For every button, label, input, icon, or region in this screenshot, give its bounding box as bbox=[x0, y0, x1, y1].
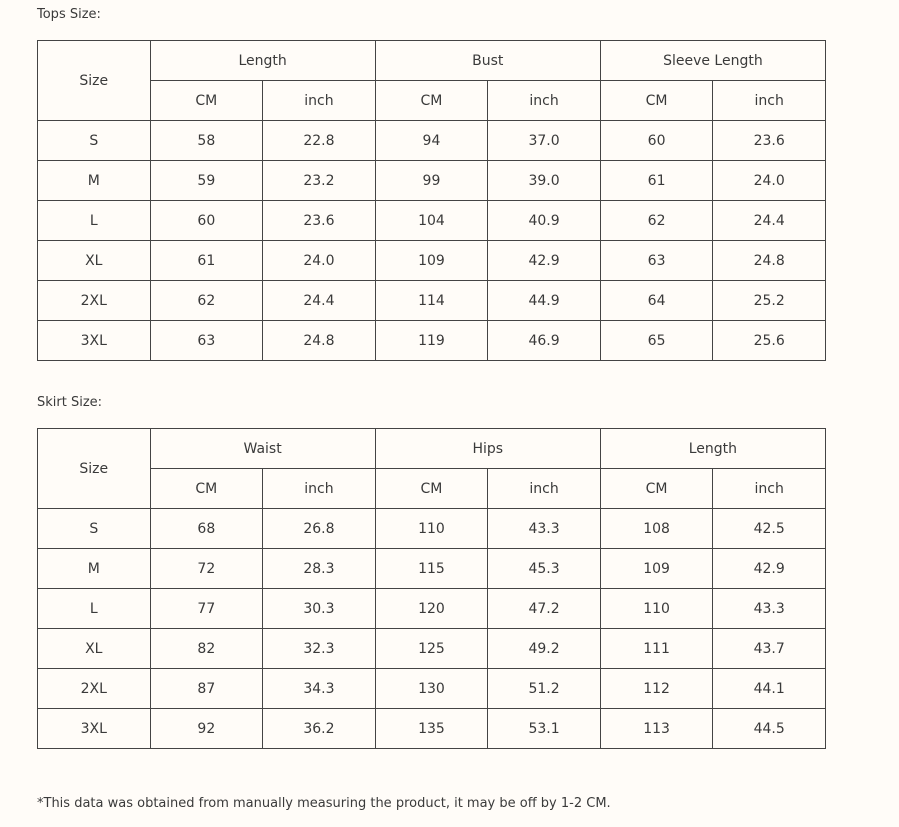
table-cell: 39.0 bbox=[488, 161, 601, 201]
table-cell: 24.0 bbox=[713, 161, 826, 201]
size-header: Size bbox=[38, 41, 151, 121]
table-cell: 25.2 bbox=[713, 281, 826, 321]
table-cell: 24.8 bbox=[713, 241, 826, 281]
table-cell: 72 bbox=[150, 549, 263, 589]
table-cell: 62 bbox=[600, 201, 713, 241]
table-cell: 63 bbox=[150, 321, 263, 361]
waist-header: Waist bbox=[150, 429, 375, 469]
unit-header: inch bbox=[488, 81, 601, 121]
table-cell: 58 bbox=[150, 121, 263, 161]
unit-header: CM bbox=[150, 81, 263, 121]
table-cell: 42.9 bbox=[488, 241, 601, 281]
table-cell: 115 bbox=[375, 549, 488, 589]
table-row bbox=[38, 629, 826, 669]
table-cell: 26.8 bbox=[263, 509, 376, 549]
size-cell: M bbox=[38, 161, 151, 201]
table-cell: 110 bbox=[375, 509, 488, 549]
size-cell: 2XL bbox=[38, 669, 151, 709]
table-cell: 24.4 bbox=[263, 281, 376, 321]
table-row bbox=[38, 509, 826, 549]
table-cell: 109 bbox=[375, 241, 488, 281]
table-cell: 24.4 bbox=[713, 201, 826, 241]
table-row bbox=[38, 281, 826, 321]
size-header: Size bbox=[38, 429, 151, 509]
table-cell: 104 bbox=[375, 201, 488, 241]
table-cell: 44.9 bbox=[488, 281, 601, 321]
table-row bbox=[38, 161, 826, 201]
table-cell: 109 bbox=[600, 549, 713, 589]
size-cell: 3XL bbox=[38, 709, 151, 749]
unit-header: inch bbox=[263, 81, 376, 121]
table-cell: 120 bbox=[375, 589, 488, 629]
table-cell: 110 bbox=[600, 589, 713, 629]
table-cell: 23.2 bbox=[263, 161, 376, 201]
table-cell: 43.3 bbox=[713, 589, 826, 629]
table-cell: 42.9 bbox=[713, 549, 826, 589]
table-cell: 42.5 bbox=[713, 509, 826, 549]
table-cell: 22.8 bbox=[263, 121, 376, 161]
size-cell: 2XL bbox=[38, 281, 151, 321]
table-cell: 49.2 bbox=[488, 629, 601, 669]
table-cell: 36.2 bbox=[263, 709, 376, 749]
unit-header: inch bbox=[488, 469, 601, 509]
unit-header-row bbox=[38, 81, 826, 121]
table-cell: 25.6 bbox=[713, 321, 826, 361]
table-cell: 82 bbox=[150, 629, 263, 669]
table-cell: 51.2 bbox=[488, 669, 601, 709]
table-cell: 119 bbox=[375, 321, 488, 361]
length-header: Length bbox=[150, 41, 375, 81]
skirt-size-title: Skirt Size: bbox=[37, 395, 103, 410]
size-cell: L bbox=[38, 589, 151, 629]
unit-header: inch bbox=[713, 469, 826, 509]
size-cell: XL bbox=[38, 629, 151, 669]
sleeve-length-header: Sleeve Length bbox=[600, 41, 825, 81]
table-cell: 43.7 bbox=[713, 629, 826, 669]
table-cell: 37.0 bbox=[488, 121, 601, 161]
table-cell: 125 bbox=[375, 629, 488, 669]
unit-header: CM bbox=[600, 469, 713, 509]
size-cell: S bbox=[38, 121, 151, 161]
table-cell: 23.6 bbox=[713, 121, 826, 161]
bust-header: Bust bbox=[375, 41, 600, 81]
table-cell: 28.3 bbox=[263, 549, 376, 589]
table-cell: 59 bbox=[150, 161, 263, 201]
table-cell: 63 bbox=[600, 241, 713, 281]
size-cell: S bbox=[38, 509, 151, 549]
table-cell: 87 bbox=[150, 669, 263, 709]
table-cell: 53.1 bbox=[488, 709, 601, 749]
table-cell: 65 bbox=[600, 321, 713, 361]
table-row bbox=[38, 321, 826, 361]
table-cell: 92 bbox=[150, 709, 263, 749]
table-cell: 111 bbox=[600, 629, 713, 669]
table-row bbox=[38, 201, 826, 241]
unit-header: inch bbox=[713, 81, 826, 121]
table-cell: 61 bbox=[150, 241, 263, 281]
table-cell: 112 bbox=[600, 669, 713, 709]
table-header-row bbox=[38, 429, 826, 469]
table-row bbox=[38, 549, 826, 589]
table-cell: 108 bbox=[600, 509, 713, 549]
table-cell: 62 bbox=[150, 281, 263, 321]
table-cell: 64 bbox=[600, 281, 713, 321]
table-row bbox=[38, 241, 826, 281]
table-cell: 61 bbox=[600, 161, 713, 201]
table-cell: 77 bbox=[150, 589, 263, 629]
table-cell: 24.8 bbox=[263, 321, 376, 361]
table-cell: 44.5 bbox=[713, 709, 826, 749]
table-cell: 94 bbox=[375, 121, 488, 161]
unit-header: inch bbox=[263, 469, 376, 509]
size-cell: 3XL bbox=[38, 321, 151, 361]
unit-header: CM bbox=[375, 469, 488, 509]
table-cell: 34.3 bbox=[263, 669, 376, 709]
table-cell: 130 bbox=[375, 669, 488, 709]
unit-header: CM bbox=[150, 469, 263, 509]
table-row bbox=[38, 669, 826, 709]
size-cell: XL bbox=[38, 241, 151, 281]
tops-size-table bbox=[37, 40, 826, 361]
table-cell: 68 bbox=[150, 509, 263, 549]
unit-header-row bbox=[38, 469, 826, 509]
table-cell: 113 bbox=[600, 709, 713, 749]
table-cell: 32.3 bbox=[263, 629, 376, 669]
size-cell: M bbox=[38, 549, 151, 589]
table-cell: 99 bbox=[375, 161, 488, 201]
table-cell: 23.6 bbox=[263, 201, 376, 241]
table-cell: 40.9 bbox=[488, 201, 601, 241]
measurement-footnote: *This data was obtained from manually measuring the product, it may be off by 1-2 CM. bbox=[37, 796, 611, 811]
table-cell: 46.9 bbox=[488, 321, 601, 361]
table-cell: 30.3 bbox=[263, 589, 376, 629]
table-row bbox=[38, 121, 826, 161]
table-cell: 24.0 bbox=[263, 241, 376, 281]
table-cell: 114 bbox=[375, 281, 488, 321]
table-row bbox=[38, 589, 826, 629]
tops-size-title: Tops Size: bbox=[37, 7, 101, 22]
unit-header: CM bbox=[375, 81, 488, 121]
length-header: Length bbox=[600, 429, 825, 469]
hips-header: Hips bbox=[375, 429, 600, 469]
table-cell: 44.1 bbox=[713, 669, 826, 709]
table-row bbox=[38, 709, 826, 749]
unit-header: CM bbox=[600, 81, 713, 121]
size-cell: L bbox=[38, 201, 151, 241]
table-cell: 60 bbox=[150, 201, 263, 241]
table-cell: 43.3 bbox=[488, 509, 601, 549]
table-header-row bbox=[38, 41, 826, 81]
table-cell: 45.3 bbox=[488, 549, 601, 589]
table-cell: 47.2 bbox=[488, 589, 601, 629]
skirt-size-table bbox=[37, 428, 826, 749]
table-cell: 135 bbox=[375, 709, 488, 749]
table-cell: 60 bbox=[600, 121, 713, 161]
